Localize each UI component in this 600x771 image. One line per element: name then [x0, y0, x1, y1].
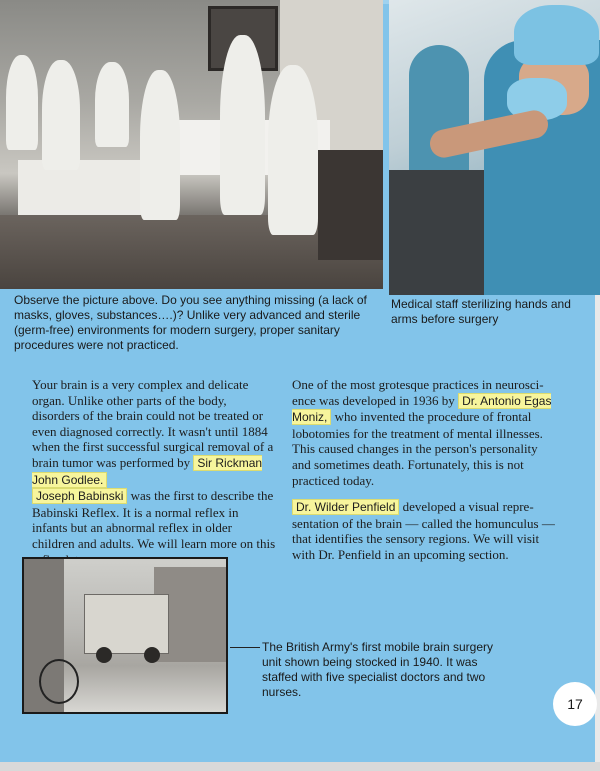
- highlight-godlee: Sir Rickman John Godlee.: [32, 455, 263, 487]
- right-column-paragraph-1: [292, 377, 557, 488]
- highlight-babinski: Joseph Babinski: [32, 488, 127, 504]
- left-text-part-2: was the first to describe the Babinski Reflex. It is a normal reflex in infants but an abnormal reflex in older children and adults. We will learn more on this: [32, 488, 276, 551]
- nurse-figure: [140, 70, 180, 220]
- nurse-figure: [95, 62, 129, 147]
- scrub-sink: [389, 170, 484, 295]
- historic-ward-photo: [0, 0, 383, 289]
- nurse-figure: [42, 60, 80, 170]
- ward-photo-caption: Observe the picture above. Do you see anything missing (a lack of masks, gloves, substances….)? Unlike very advanced and sterile (germ-free) environments for modern surgery, proper sanitary procedures were not practiced.: [14, 293, 367, 352]
- right-text-part-2: who invented the procedure of frontal lobotomies for the treatment of mental illnesses. This caused changes in the person's personality and sometimes death. Fortunately, this is not practiced today.: [292, 409, 543, 488]
- bicycle: [39, 659, 79, 704]
- surgeon-figure: [220, 35, 265, 215]
- ward-cabinet: [318, 150, 383, 260]
- left-text-part-1: Your brain is a very complex and delicate organ. Unlike other parts of the body, disorders of the brain could not be treated or even diagnosed correctly. It wasn't until 1884 when the first successful surgical removal of a brain tumor was performed by: [32, 377, 274, 470]
- ambulance-truck: [84, 594, 169, 654]
- nurse-figure: [268, 65, 318, 235]
- left-column-paragraph: [32, 377, 276, 567]
- truck-photo-caption: The British Army's first mobile brain surgery unit shown being stocked in 1940. It was staffed with five specialist doctors and two nurses.: [262, 640, 494, 699]
- truck-wheel: [96, 647, 112, 663]
- right-text-part-3: developed a visual repre-sentation of the brain — called the homunculus — that identifies the sensory regions. We will visit with Dr. Penfield in an upcoming section.: [292, 499, 555, 562]
- truck-wheel: [144, 647, 160, 663]
- highlight-moniz: Dr. Antonio Egas Moniz,: [292, 393, 552, 425]
- highlight-penfield: Dr. Wilder Penfield: [292, 499, 399, 515]
- mobile-surgery-unit-photo: [22, 557, 228, 714]
- nurse-figure: [6, 55, 38, 150]
- page-number: 17: [553, 682, 597, 726]
- modern-scrub-photo: [389, 0, 600, 295]
- surgical-cap: [514, 5, 599, 65]
- scrub-photo-caption: Medical staff sterilizing hands and arms before surgery: [391, 297, 571, 326]
- caption-connector-line: [230, 647, 260, 648]
- right-column-paragraph-2: [292, 499, 557, 562]
- right-text-part-1: One of the most grotesque practices in neurosci-ence was developed in 1936 by: [292, 377, 544, 408]
- page-bottom-edge: [0, 762, 600, 771]
